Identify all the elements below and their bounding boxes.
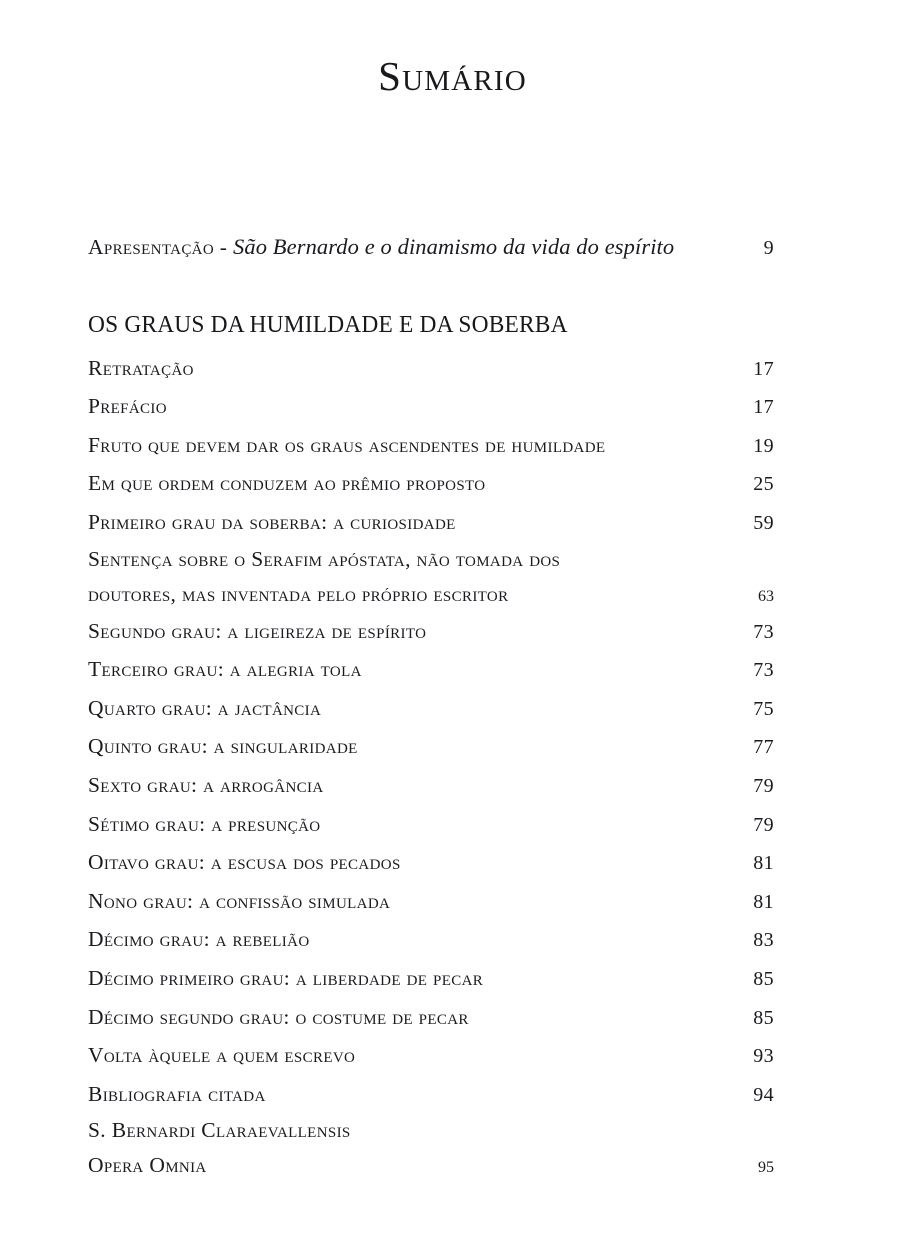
toc-entry[interactable] <box>88 690 774 729</box>
toc-entry-page-number: 25 <box>753 473 774 496</box>
toc-entry-page-number: 79 <box>753 774 774 797</box>
toc-entry-page-number: 9 <box>763 237 774 259</box>
toc-entry[interactable] <box>88 651 774 690</box>
toc-entry[interactable] <box>88 921 774 960</box>
toc-entry-label: Primeiro grau da soberba: a curiosidade <box>88 509 456 534</box>
toc-entry-label: Bibliografia citada <box>88 1081 266 1106</box>
toc-entry-label: Terceiro grau: a alegria tola <box>88 657 362 682</box>
toc-entry[interactable] <box>88 613 774 652</box>
toc-entry-page-number: 77 <box>753 736 774 759</box>
toc-entry-page-number: 75 <box>753 697 774 720</box>
toc-entry-label: S. Bernardi Claraevallensis <box>88 1118 351 1143</box>
toc-entry-page-number: 85 <box>753 1006 774 1029</box>
toc-entry[interactable] <box>88 465 774 504</box>
toc-entry-label: Sexto grau: a arrogância <box>88 772 324 797</box>
toc-entry[interactable] <box>88 504 774 543</box>
toc-entry[interactable] <box>88 844 774 883</box>
toc-entry-page-number: 79 <box>753 813 774 836</box>
toc-entry-label: Nono grau: a confissão simulada <box>88 888 391 913</box>
toc-entry-label-separator: - <box>214 235 234 259</box>
toc-entry-label: Em que ordem conduzem ao prêmio proposto <box>88 471 486 496</box>
toc-entry-label: Opera Omnia <box>88 1153 207 1178</box>
toc-entry-line <box>88 1149 774 1184</box>
toc-entry-page-number: 17 <box>753 357 774 380</box>
section-heading: OS GRAUS DA HUMILDADE E DA SOBERBA <box>88 310 568 338</box>
toc-entry-label: Retratação <box>88 355 194 380</box>
toc-entry-label: Volta àquele a quem escrevo <box>88 1043 356 1068</box>
toc-entry-page-number: 19 <box>753 434 774 457</box>
toc-entry[interactable] <box>88 1076 774 1115</box>
toc-entry-label: Sentença sobre o Serafim apóstata, não tomada dos <box>88 546 561 571</box>
toc-entry[interactable] <box>88 960 774 999</box>
toc-entry-list <box>88 350 774 1185</box>
toc-entry-label: Quinto grau: a singularidade <box>88 734 358 759</box>
toc-entry-page-number: 83 <box>753 929 774 952</box>
toc-entry-label: Décimo segundo grau: o costume de pecar <box>88 1004 469 1029</box>
toc-entry-label-smallcaps: Apresentação <box>88 235 215 259</box>
toc-entry-page-number: 73 <box>753 659 774 682</box>
toc-entry-line <box>88 1114 774 1149</box>
toc-entry-label: Sétimo grau: a presunção <box>88 811 321 836</box>
toc-entry-label: Segundo grau: a ligeireza de espírito <box>88 618 427 643</box>
toc-entry-label: Quarto grau: a jactância <box>88 695 322 720</box>
toc-entry-page-number: 17 <box>753 396 774 419</box>
toc-entry-line <box>88 578 774 613</box>
toc-entry-label: Oitavo grau: a escusa dos pecados <box>88 850 401 875</box>
toc-entry-page-number: 73 <box>753 620 774 643</box>
toc-entry-apresentacao[interactable] <box>88 228 774 268</box>
toc-entry-label: Fruto que devem dar os graus ascendentes de humildade <box>88 432 606 457</box>
toc-entry-page-number: 94 <box>753 1083 774 1106</box>
toc-entry-page-number: 81 <box>753 852 774 875</box>
toc-entry-page-number: 63 <box>758 587 774 605</box>
toc-entry[interactable] <box>88 427 774 466</box>
table-of-contents <box>88 228 774 1184</box>
toc-entry[interactable] <box>88 767 774 806</box>
toc-entry-label: doutores, mas inventada pelo próprio escritor <box>88 581 509 606</box>
toc-entry-line <box>88 543 774 578</box>
toc-entry[interactable] <box>88 350 774 389</box>
toc-entry-page-number: 95 <box>758 1159 774 1177</box>
toc-entry[interactable] <box>88 1114 774 1184</box>
toc-entry[interactable] <box>88 806 774 845</box>
toc-entry-label: Prefácio <box>88 394 167 419</box>
toc-entry-label <box>88 228 674 267</box>
toc-entry-label: Décimo grau: a rebelião <box>88 927 310 952</box>
toc-entry-label-italic: São Bernardo e o dinamismo da vida do espírito <box>233 234 675 259</box>
toc-entry[interactable] <box>88 883 774 922</box>
spacer <box>88 268 774 306</box>
toc-entry-page-number: 85 <box>753 967 774 990</box>
toc-entry-page-number: 59 <box>753 511 774 534</box>
toc-entry[interactable] <box>88 728 774 767</box>
toc-entry[interactable] <box>88 543 774 613</box>
toc-entry[interactable] <box>88 388 774 427</box>
toc-entry[interactable] <box>88 1037 774 1076</box>
toc-entry[interactable] <box>88 999 774 1038</box>
toc-entry-page-number: 93 <box>753 1045 774 1068</box>
page-title: Sumário <box>378 53 527 99</box>
toc-entry-page-number: 81 <box>753 890 774 913</box>
toc-entry-label: Décimo primeiro grau: a liberdade de pecar <box>88 965 484 990</box>
